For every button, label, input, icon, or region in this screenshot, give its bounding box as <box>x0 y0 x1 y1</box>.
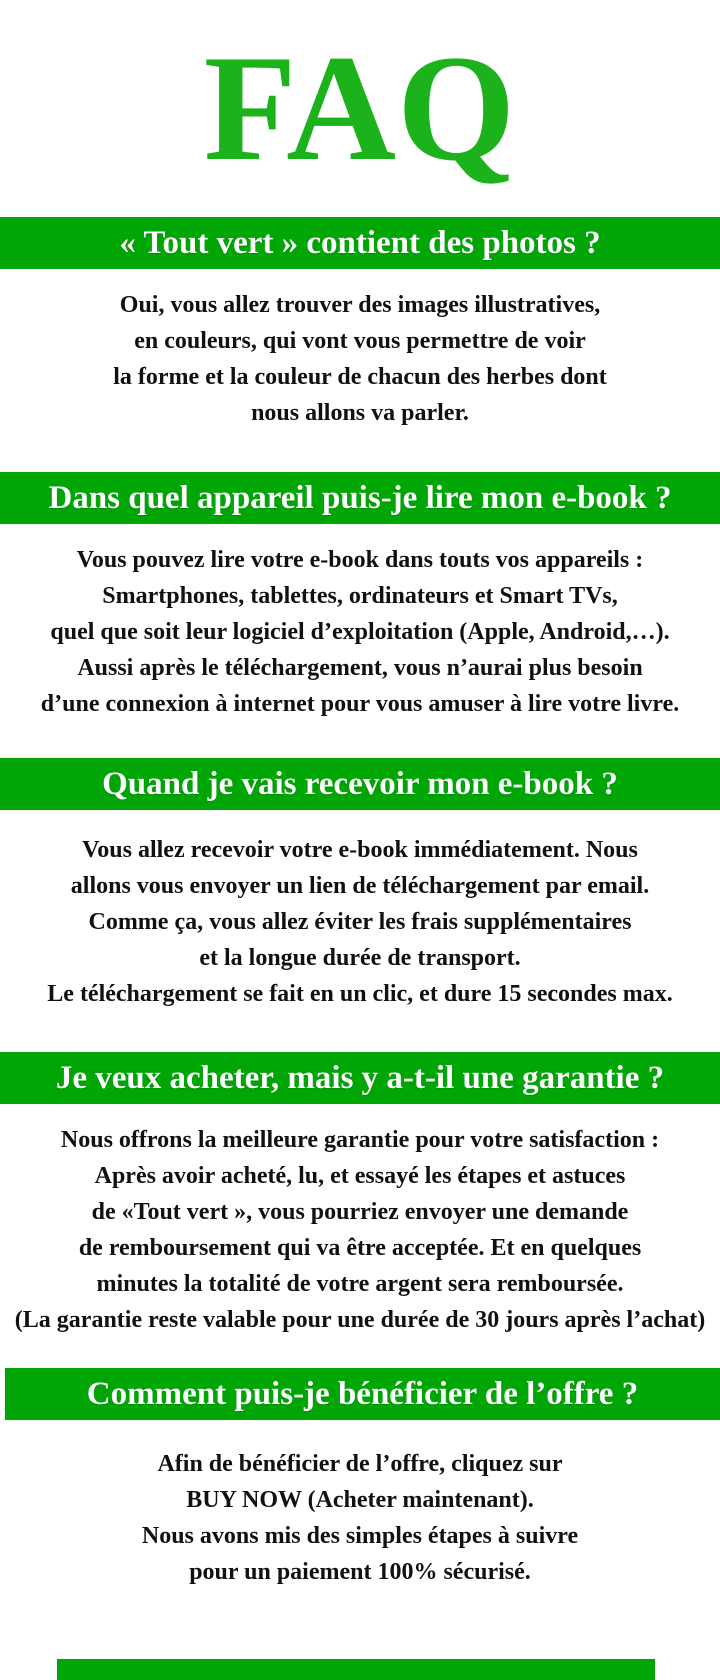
faq-answer-line: Vous allez recevoir votre e-book immédiatement. Nous <box>82 837 638 863</box>
faq-answer-line: Smartphones, tablettes, ordinateurs et Smart TVs, <box>102 583 618 609</box>
faq-question-banner: Je veux acheter, mais y a-t-il une garantie ? <box>0 1052 720 1104</box>
faq-answer-line: allons vous envoyer un lien de téléchargement par email. <box>70 873 650 899</box>
faq-question-banner: Dans quel appareil puis-je lire mon e-book ? <box>0 472 720 524</box>
faq-answer-line: Après avoir acheté, lu, et essayé les étapes et astuces <box>94 1163 626 1189</box>
faq-answer <box>0 542 720 722</box>
faq-question-banner: Quand je vais recevoir mon e-book ? <box>0 758 720 810</box>
faq-answer-line: quel que soit leur logiciel d’exploitation (Apple, Android,…). <box>50 619 670 645</box>
faq-answer-line: Aussi après le téléchargement, vous n’aurai plus besoin <box>77 655 643 681</box>
faq-answer-line: Le téléchargement se fait en un clic, et dure 15 secondes max. <box>47 981 673 1007</box>
faq-answer-line: en couleurs, qui vont vous permettre de voir <box>134 328 586 354</box>
faq-question-banner: Comment puis-je bénéficier de l’offre ? <box>5 1368 720 1420</box>
faq-answer-line: Nous avons mis des simples étapes à suivre <box>141 1523 579 1549</box>
faq-question-banner: « Tout vert » contient des photos ? <box>0 217 720 269</box>
faq-answer-line: Vous pouvez lire votre e-book dans touts vos appareils : <box>76 547 644 573</box>
faq-answer-line: minutes la totalité de votre argent sera remboursée. <box>96 1271 624 1297</box>
faq-answer-line: Nous offrons la meilleure garantie pour votre satisfaction : <box>60 1127 660 1153</box>
faq-answer <box>0 1122 720 1338</box>
faq-answer <box>0 832 720 1012</box>
faq-answer-line: (La garantie reste valable pour une durée de 30 jours après l’achat) <box>14 1307 706 1333</box>
faq-answer-line: d’une connexion à internet pour vous amuser à lire votre livre. <box>40 691 680 717</box>
faq-answer <box>0 287 720 431</box>
faq-answer-line: Oui, vous allez trouver des images illustratives, <box>119 292 601 318</box>
next-section-banner-cutoff <box>57 1659 655 1680</box>
faq-answer-line: Afin de bénéficier de l’offre, cliquez sur <box>157 1451 563 1477</box>
faq-answer-line: pour un paiement 100% sécurisé. <box>189 1559 531 1585</box>
faq-answer <box>0 1446 720 1590</box>
faq-answer-line: de remboursement qui va être acceptée. Et en quelques <box>78 1235 642 1261</box>
faq-answer-line: Comme ça, vous allez éviter les frais supplémentaires <box>88 909 632 935</box>
page-title: FAQ <box>203 23 517 192</box>
faq-answer-line: nous allons va parler. <box>251 400 469 426</box>
faq-answer-line: BUY NOW (Acheter maintenant). <box>186 1487 534 1513</box>
faq-answer-line: de «Tout vert », vous pourriez envoyer une demande <box>91 1199 629 1225</box>
faq-answer-line: et la longue durée de transport. <box>199 945 521 971</box>
faq-answer-line: la forme et la couleur de chacun des herbes dont <box>113 364 607 390</box>
